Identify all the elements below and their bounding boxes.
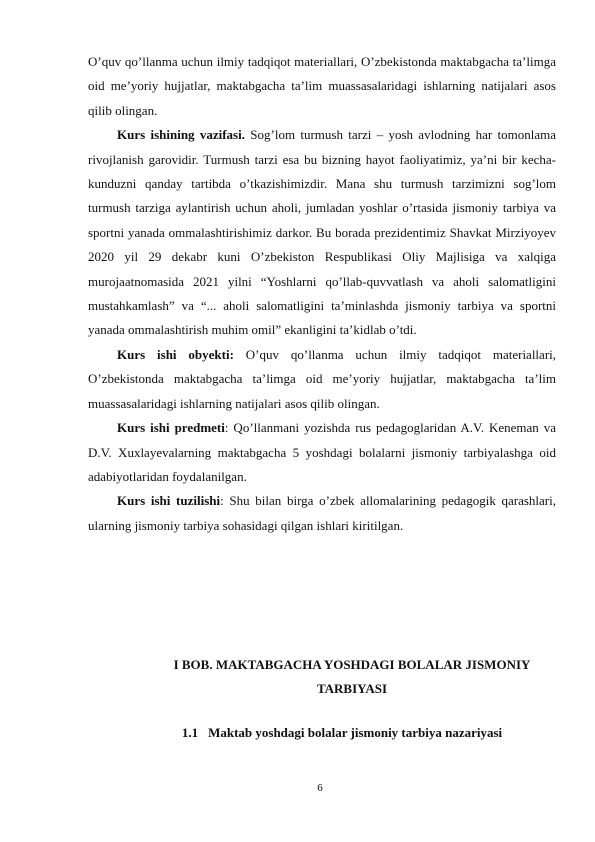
chapter-title-line1: I BOB. MAKTABGACHA YOSHDAGI BOLALAR JISMONIY <box>173 657 531 672</box>
paragraph-predmeti <box>88 416 556 489</box>
text-vazifasi: Sog’lom turmush tarzi – yosh avlodning har tomonlama rivojlanish garovidir. Turmush tarzi esa bu bizning hayot faoliyatimiz, ya’ni bir kecha-kunduzni qanday tartibda o’tkazishimizdir. Mana shu turmush tarzimizni sog’lom turmush tarziga aylantirish uchun aholi, jumladan yoshlar o’rtasida jismoniy tarbiya va sportni yanada ommalashtirishimiz darkor. Bu borada prezidentimiz Shavkat Mirziyoyev 2020 yil 29 dekabr kuni O’zbekiston Respublikasi Oliy Majlisiga va xalqiga murojaatnomasida 2021 yilni “Yoshlarni qo’llab-quvvatlash va aholi salomatligini mustahkamlash” va “... aholi salomatligini ta’minlashda jismoniy tarbiya va sportni yanada ommalashtirish muhim omil” ekanligini ta’kidlab o’tdi. <box>88 127 556 338</box>
text-tuzilishi: : Shu bilan birga o’zbek allomalarining pedagogik qarashlari, ularning jismoniy tarbiya sohasidagi qilgan ishlari kiritilgan. <box>88 493 556 533</box>
term-vazifasi: Kurs ishining vazifasi. <box>117 127 245 143</box>
body-text <box>88 50 556 538</box>
term-predmeti: Kurs ishi predmeti <box>117 420 225 436</box>
chapter-heading <box>88 653 556 702</box>
section-title: Maktab yoshdagi bolalar jismoniy tarbiya nazariyasi <box>208 725 503 740</box>
paragraph-obyekti <box>88 343 556 416</box>
paragraph-tuzilishi <box>88 489 556 538</box>
chapter-title-line2: TARBIYASI <box>316 681 388 697</box>
paragraph-intro: O’quv qo’llanma uchun ilmiy tadqiqot materiallari, O’zbekistonda maktabgacha ta’limga oid me’yoriy hujjatlar, maktabgacha ta’lim muassasalaridagi ishlarning natijalari asos qilib olingan. <box>88 54 556 118</box>
paragraph-vazifasi <box>88 123 556 343</box>
term-tuzilishi: Kurs ishi tuzilishi <box>117 493 221 509</box>
text-obyekti: O’quv qo’llanma uchun ilmiy tadqiqot materiallari, O’zbekistonda maktabgacha ta’limga oid me’yoriy hujjatlar, maktabgacha ta’lim muassasalaridagi ishlarning natijalari asos qilib olingan. <box>88 346 557 411</box>
page-number: 6 <box>317 782 323 794</box>
section-number: 1.1 <box>181 725 199 740</box>
term-obyekti: Kurs ishi obyekti: <box>117 346 234 362</box>
section-heading <box>88 725 556 741</box>
text-predmeti: : Qo’llanmani yozishda rus pedagoglaridan A.V. Keneman va D.V. Xuxlayevalarning maktabgacha 5 yoshdagi bolalarni jismoniy tarbiyalashga oid adabiyotlaridan foydalanilgan. <box>88 420 556 484</box>
